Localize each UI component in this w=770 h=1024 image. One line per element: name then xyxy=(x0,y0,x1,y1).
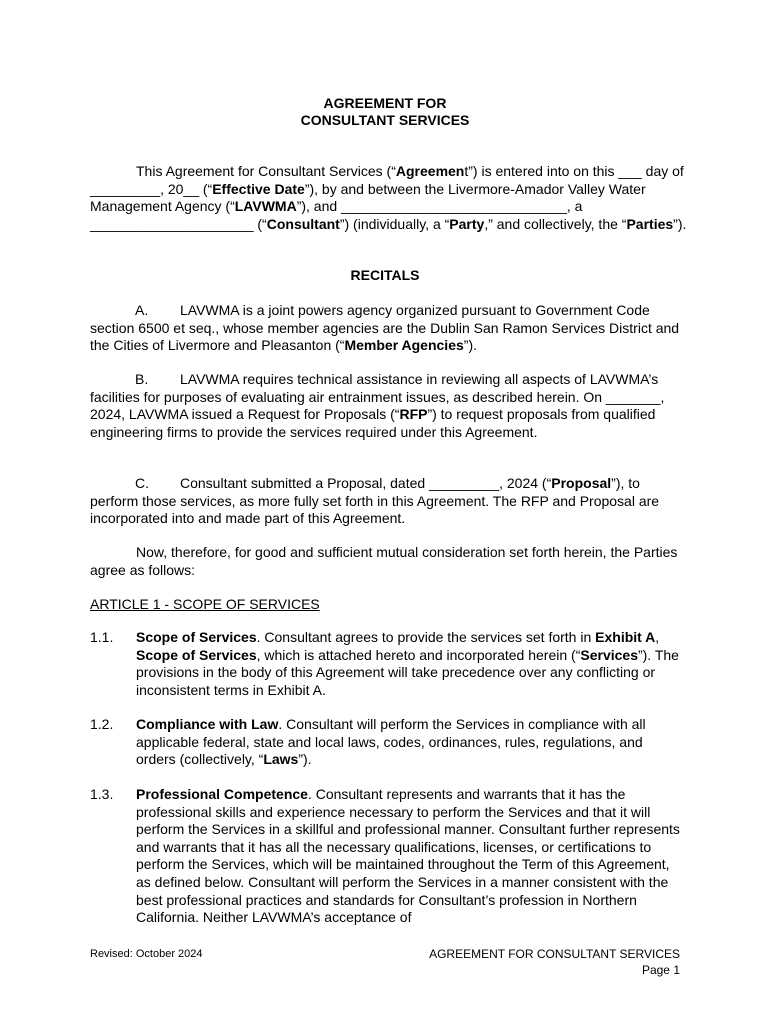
section-1-2-number: 1.2. xyxy=(90,716,114,732)
title-line-1: AGREEMENT FOR xyxy=(323,95,447,111)
section-1-3-number: 1.3. xyxy=(90,786,114,802)
footer-right xyxy=(429,946,680,978)
recital-a: A. LAVWMA is a joint powers agency organized pursuant to Government Code section 6500 et seq., whose member agencies are the Dublin San Ramon Services District and the Cities of Livermore and Pleasanton (“Member Agencies”). xyxy=(90,302,680,354)
footer-doc-title: AGREEMENT FOR CONSULTANT SERVICES xyxy=(429,947,680,961)
section-1-2: Compliance with Law. Consultant will perform the Services in compliance with all applicable federal, state and local laws, codes, ordinances, rules, regulations, and orders (collectively, “Laws”). xyxy=(136,716,646,768)
footer-page-number: Page 1 xyxy=(641,963,680,977)
intro-paragraph: This Agreement for Consultant Services (“Agreement”) is entered into on this ___ day of _________, 20__ (“Effective Date”), by and between the Livermore-Amador Valley Water Management Agency (“LAVWMA”), and _____________________________, a _____________________ (“Consultant”) (individually, a “Party,” and collectively, the “Parties”). xyxy=(90,163,687,232)
recital-c: C. Consultant submitted a Proposal, dated _________, 2024 (“Proposal”), to perform those services, as more fully set forth in this Agreement. The RFP and Proposal are incorporated into and made part of this Agreement. xyxy=(90,475,660,527)
section-1-1-number: 1.1. xyxy=(90,629,114,645)
section-1-1: Scope of Services. Consultant agrees to provide the services set forth in Exhibit A, Scope of Services, which is attached hereto and incorporated herein (“Services”). The provisions in the body of this Agreement will take precedence over any conflicting or inconsistent terms in Exhibit A. xyxy=(136,629,679,698)
now-therefore-paragraph: Now, therefore, for good and sufficient mutual consideration set forth herein, the Parties agree as follows: xyxy=(90,544,678,578)
recitals-heading: RECITALS xyxy=(350,267,420,283)
footer-revised: Revised: October 2024 xyxy=(90,948,203,960)
section-1-3: Professional Competence. Consultant represents and warrants that it has the professional skills and experience necessary to perform the Services and that it will perform the Services in a skillful and professional manner. Consultant further represents and warrants that it has all the necessary qualifications, licenses, or certifications to perform the Services, which will be maintained throughout the Term of this Agreement, as defined below. Consultant will perform the Services in a manner consistent with the best professional practices and standards for Consultant’s profession in Northern California. Neither LAVWMA’s acceptance of xyxy=(136,786,680,926)
recital-b: B. LAVWMA requires technical assistance in reviewing all aspects of LAVWMA’s facilities for purposes of evaluating air entrainment issues, as described herein. On _______, 2024, LAVWMA issued a Request for Proposals (“RFP”) to request proposals from qualified engineering firms to provide the services required under this Agreement. xyxy=(90,371,665,440)
document-title xyxy=(0,95,770,129)
article-1-heading: ARTICLE 1 - SCOPE OF SERVICES xyxy=(90,596,320,612)
title-line-2: CONSULTANT SERVICES xyxy=(300,112,470,128)
